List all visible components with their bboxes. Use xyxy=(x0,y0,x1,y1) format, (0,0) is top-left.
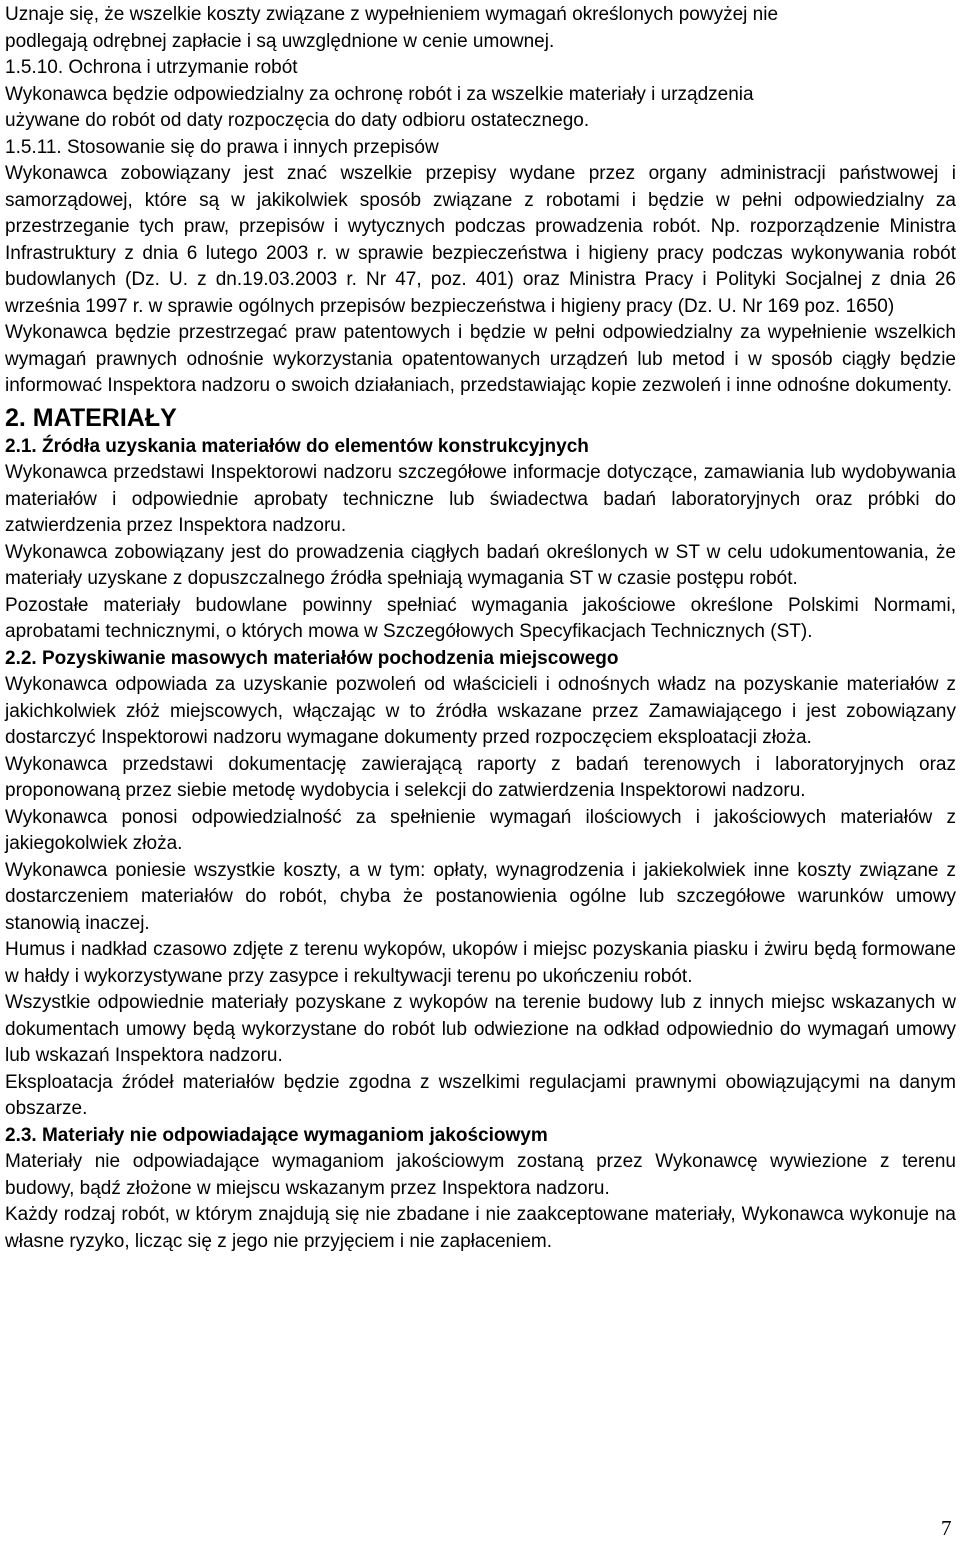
heading-2-1: 2.1. Źródła uzyskania materiałów do elementów konstrukcyjnych xyxy=(5,435,589,457)
paragraph: Wykonawca poniesie wszystkie koszty, a w tym: opłaty, wynagrodzenia i jakiekolwiek inne koszty związane z dostarczeniem materiałów do robót, chyba że postanowienia ogólne lub szczegółowe warunków umowy stanowią inaczej. xyxy=(5,859,956,934)
heading-2-3: 2.3. Materiały nie odpowiadające wymaganiom jakościowym xyxy=(5,1124,548,1146)
paragraph: Wykonawca przedstawi dokumentację zawierającą raporty z badań terenowych i laboratoryjnych oraz proponowaną przez siebie metodę wydobycia i selekcji do zatwierdzenia Inspektorowi nadzoru. xyxy=(5,753,956,801)
paragraph: Pozostałe materiały budowlane powinny spełniać wymagania jakościowe określone Polskimi Normami, aprobatami technicznymi, o których mowa w Szczegółowych Specyfikacjach Technicznych (ST). xyxy=(5,594,956,642)
paragraph: Wykonawca ponosi odpowiedzialność za spełnienie wymagań ilościowych i jakościowych materiałów z jakiegokolwiek złoża. xyxy=(5,806,956,854)
heading-materials: 2. MATERIAŁY xyxy=(5,403,177,432)
document-page xyxy=(5,2,956,1255)
paragraph: Wykonawca przedstawi Inspektorowi nadzoru szczegółowe informacje dotyczące, zamawiania lub wydobywania materiałów i odpowiednie aprobaty techniczne lub świadectwa badań laboratoryjnych oraz próbki do zatwierdzenia przez Inspektora nadzoru. xyxy=(5,462,956,536)
paragraph: Wszystkie odpowiednie materiały pozyskane z wykopów na terenie budowy lub z innych miejsc wskazanych w dokumentach umowy będą wykorzystane do robót lub odwiezione na odkład odpowiednio do wymagań umowy lub wskazań Inspektora nadzoru. xyxy=(5,992,956,1066)
text-line: Wykonawca będzie odpowiedzialny za ochronę robót i za wszelkie materiały i urządzenia xyxy=(5,83,754,105)
paragraph: Eksploatacja źródeł materiałów będzie zgodna z wszelkimi regulacjami prawnymi obowiązującymi na danym obszarze. xyxy=(5,1071,956,1119)
paragraph: Wykonawca zobowiązany jest do prowadzenia ciągłych badań określonych w ST w celu udokumentowania, że materiały uzyskane z dopuszczalnego źródła spełniają wymagania ST w czasie postępu robót. xyxy=(5,541,956,589)
paragraph: Wykonawca odpowiada za uzyskanie pozwoleń od właścicieli i odnośnych władz na pozyskanie materiałów z jakichkolwiek złóż miejscowych, włączając w to źródła wskazane przez Zamawiającego i jest zobowiązany dostarczyć Inspektorowi nadzoru wymagane dokumenty przed rozpoczęciem eksploatacji złoża. xyxy=(5,674,956,748)
page-number: 7 xyxy=(941,1516,952,1540)
subsection-title-1-5-11: 1.5.11. Stosowanie się do prawa i innych przepisów xyxy=(5,136,439,158)
text-line: Uznaje się, że wszelkie koszty związane z wypełnieniem wymagań określonych powyżej nie xyxy=(5,4,779,25)
paragraph: Humus i nadkład czasowo zdjęte z terenu wykopów, ukopów i miejsc pozyskania piasku i żwiru będą formowane w hałdy i wykorzystywane przy zasypce i rekultywacji terenu po ukończeniu robót. xyxy=(5,939,956,987)
subsection-title-1-5-10: 1.5.10. Ochrona i utrzymanie robót xyxy=(5,57,298,78)
paragraph-patents: Wykonawca będzie przestrzegać praw patentowych i będzie w pełni odpowiedzialny za wypełnienie wszelkich wymagań prawnych odnośnie wykorzystania opatentowanych urządzeń lub metod i w sposób ciągły będzie informować Inspektora nadzoru o swoich działaniach, przedstawiając kopie zezwoleń i inne odnośne dokumenty. xyxy=(5,322,956,396)
paragraph: Każdy rodzaj robót, w którym znajdują się nie zbadane i nie zaakceptowane materiały, Wykonawca wykonuje na własne ryzyko, licząc się z jego nie przyjęciem i nie zapłaceniem. xyxy=(5,1204,956,1252)
paragraph-law: Wykonawca zobowiązany jest znać wszelkie przepisy wydane przez organy administracji państwowej i samorządowej, które są w jakikolwiek sposób związane z robotami i będzie w pełni odpowiedzialny za przestrzeganie tych praw, przepisów i wytycznych podczas prowadzenia robót. Np. rozporządzenie Ministra Infrastruktury z dnia 6 lutego 2003 r. w sprawie bezpieczeństwa i higieny pracy podczas wykonywania robót budowlanych (Dz. U. z dn.19.03.2003 r. Nr 47, poz. 401) oraz Ministra Pracy i Polityki Socjalnej z dnia 26 września 1997 r. w sprawie ogólnych przepisów bezpieczeństwa i higieny pracy (Dz. U. Nr 169 poz. 1650) xyxy=(5,163,956,317)
paragraph: Materiały nie odpowiadające wymaganiom jakościowym zostaną przez Wykonawcę wywiezione z terenu budowy, bądź złożone w miejscu wskazanym przez Inspektora nadzoru. xyxy=(5,1151,956,1199)
heading-2-2: 2.2. Pozyskiwanie masowych materiałów pochodzenia miejscowego xyxy=(5,647,619,669)
text-line: podlegają odrębnej zapłacie i są uwzględnione w cenie umownej. xyxy=(5,30,555,52)
text-line: używane do robót od daty rozpoczęcia do daty odbioru ostatecznego. xyxy=(5,110,590,131)
